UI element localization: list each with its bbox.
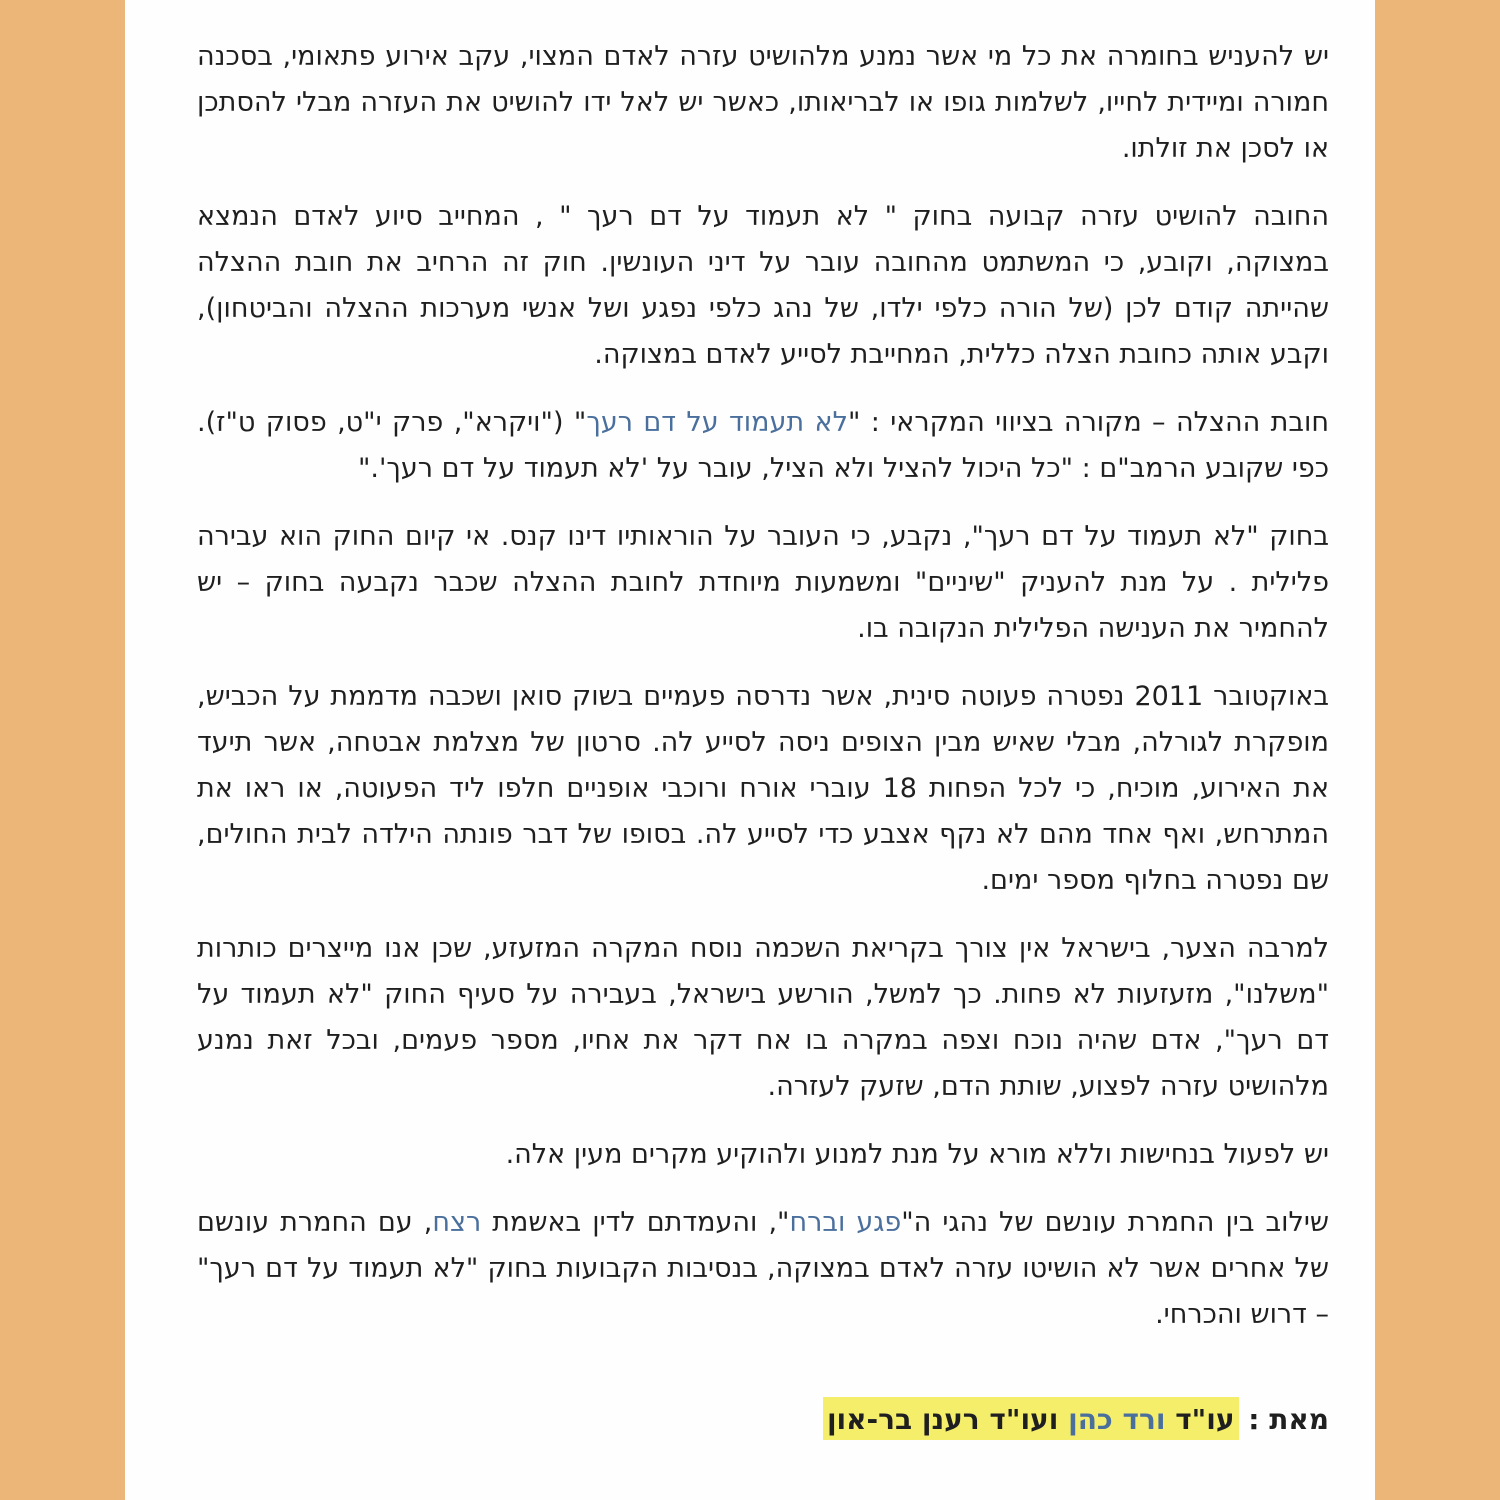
text-segment: , עם החמרת עונשם של אחרים אשר לא הושיטו עזרה לאדם במצוקה, בנסיבות הקבועות בחוק "לא תעמוד על דם רעך" – דרוש והכרחי. — [197, 1207, 1329, 1330]
inline-link[interactable]: לא תעמוד על דם רעך — [586, 407, 848, 438]
text-segment: חובת ההצלה – מקורה בציווי המקראי : " — [847, 407, 1329, 438]
paragraph — [197, 926, 1329, 1110]
inline-link[interactable]: רצח — [432, 1207, 482, 1238]
text-segment: באוקטובר 2011 נפטרה פעוטה סינית, אשר נדרסה פעמיים בשוק סואן ושכבה מדממת על הכביש, מופקרת לגורלה, מבלי שאיש מבין הצופים ניסה לסייע לה. סרטון של מצלמת אבטחה, אשר תיעד את האירוע, מוכיח, כי לכל הפחות 18 עוברי אורח ורוכבי אופניים חלפו ליד הפעוטה, או ראו את המתרחש, ואף אחד מהם לא נקף אצבע כדי לסייע לה. בסופו של דבר פונתה הילדה לבית החולים, שם נפטרה בחלוף מספר ימים. — [197, 681, 1330, 896]
text-segment: " ("ויקרא", פרק י"ט, פסוק ט"ז). כפי שקובע הרמב"ם : "כל היכול להציל ולא הציל, עובר על 'לא תעמוד על דם רעך'." — [197, 407, 1329, 484]
inline-link[interactable]: פגע וברח — [789, 1207, 902, 1238]
text-segment: למרבה הצער, בישראל אין צורך בקריאת השכמה נוסח המקרה המזעזע, שכן אנו מייצרים כותרות "משלנו", מזעזעות לא פחות. כך למשל, הורשע בישראל, בעבירה על סעיף החוק "לא תעמוד על דם רעך", אדם שהיה נוכח וצפה במקרה בו אח דקר את אחיו, מספר פעמים, ובכל זאת נמנע מלהושיט עזרה לפצוע, שותת הדם, שזעק לעזרה. — [197, 933, 1329, 1102]
byline-highlight — [823, 1397, 1239, 1440]
paragraph — [197, 34, 1329, 172]
byline — [197, 1396, 1329, 1444]
text-segment: ועו"ד רענן בר-און — [826, 1403, 1069, 1436]
document-page — [125, 0, 1375, 1500]
text-segment: בחוק "לא תעמוד על דם רעך", נקבע, כי העובר על הוראותיו דינו קנס. אי קיום החוק הוא עבירה פלילית . על מנת להעניק "שיניים" ומשמעות מיוחדת לחובת ההצלה שכבר נקבעה בחוק – יש להחמיר את הענישה הפלילית הנקובה בו. — [197, 521, 1329, 644]
paragraph — [197, 400, 1329, 492]
text-segment: עו"ד — [1165, 1403, 1235, 1436]
text-segment: החובה להושיט עזרה קבועה בחוק " לא תעמוד על דם רעך " , המחייב סיוע לאדם הנמצא במצוקה, וקובע, כי המשתמט מהחובה עובר על דיני העונשין. חוק זה הרחיב את חובת ההצלה שהייתה קודם לכן (של הורה כלפי ילדו, של נהג כלפי נפגע ושל אנשי מערכות ההצלה והביטחון), וקבע אותה כחובת הצלה כללית, המחייבת לסייע לאדם במצוקה. — [197, 201, 1329, 370]
paragraph — [197, 1132, 1329, 1178]
paragraph — [197, 1200, 1329, 1338]
paragraph — [197, 514, 1329, 652]
text-segment: שילוב בין החמרת עונשם של נהגי ה" — [901, 1207, 1329, 1238]
document-body — [197, 34, 1329, 1338]
text-segment: יש להעניש בחומרה את כל מי אשר נמנע מלהושיט עזרה לאדם המצוי, עקב אירוע פתאומי, בסכנה חמורה ומיידית לחייו, לשלמות גופו או לבריאותו, כאשר יש לאל ידו להושיט את העזרה מבלי להסתכן או לסכן את זולתו. — [197, 41, 1329, 164]
text-segment: ", והעמדתם לדין באשמת — [481, 1207, 790, 1238]
text-segment: יש לפעול בנחישות וללא מורא על מנת למנוע ולהוקיע מקרים מעין אלה. — [505, 1139, 1329, 1170]
paragraph — [197, 674, 1329, 904]
byline-prefix: מאת : — [1238, 1403, 1329, 1436]
inline-link[interactable]: ורד כהן — [1068, 1403, 1166, 1436]
paragraph — [197, 194, 1329, 378]
